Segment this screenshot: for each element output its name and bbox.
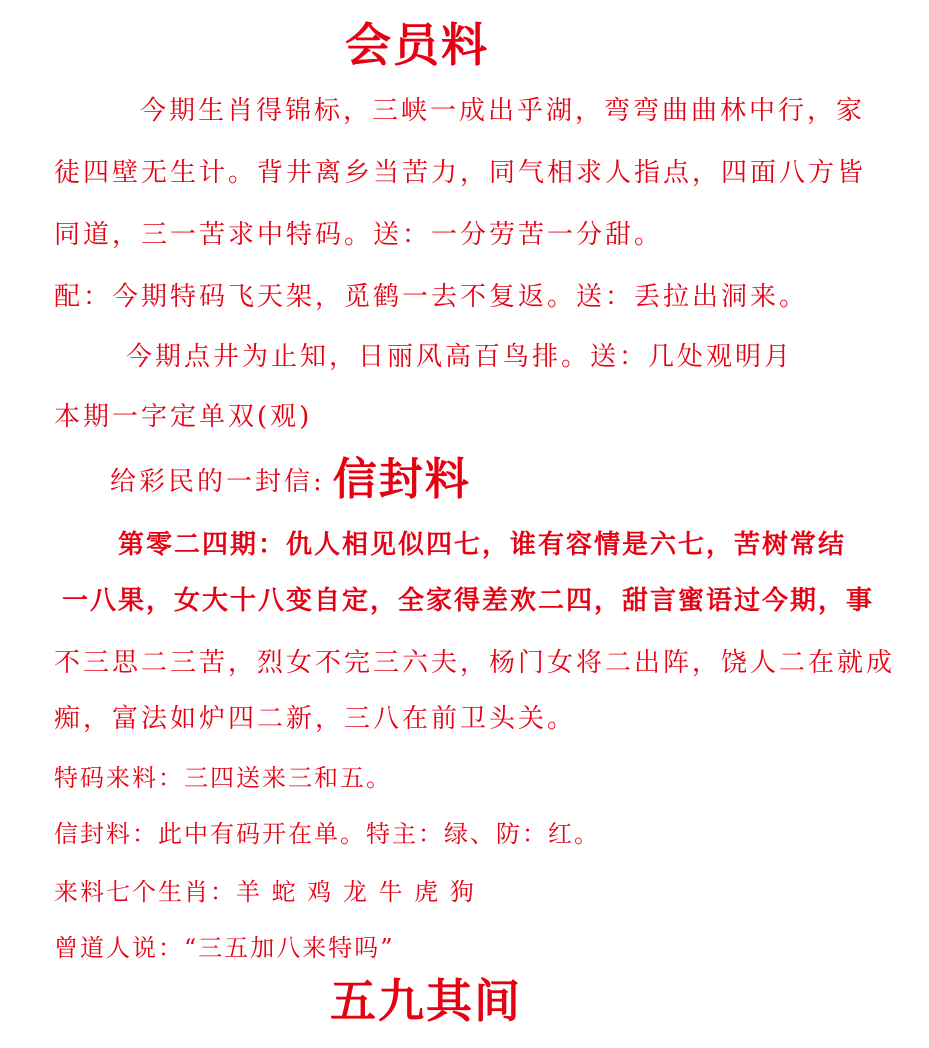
envelope-line: 信封料：此中有码开在单。特主：绿、防：红。 [54, 820, 600, 848]
member-paragraph-line-1: 今期生肖得锦标，三峡一成出乎湖，弯弯曲曲林中行，家 [140, 96, 866, 126]
zodiac-line: 来料七个生肖：羊 蛇 鸡 龙 牛 虎 狗 [54, 878, 476, 906]
letter-title: 信封料 [332, 454, 471, 505]
member-paragraph-line-3: 同道，三一苦求中特码。送：一分劳苦一分甜。 [54, 220, 664, 250]
issue-line-2: 一八果，女大十八变自定，全家得差欢二四，甜言蜜语过今期，事 [62, 586, 875, 616]
member-pairing-line: 配：今期特码飞天架，觅鹤一去不复返。送：丢拉出洞来。 [54, 282, 809, 312]
member-paragraph-line-2: 徒四壁无生计。背井离乡当苦力，同气相求人指点，四面八方皆 [54, 158, 867, 188]
member-hint-line: 今期点井为止知，日丽风高百鸟排。送：几处观明月 [126, 342, 794, 372]
letter-heading [110, 454, 471, 505]
issue-line-1: 第零二四期：仇人相见似四七，谁有容情是六七，苦树常结 [118, 530, 847, 560]
member-title: 会员料 [345, 18, 489, 72]
issue-line-3: 不三思二三苦，烈女不完三六夫，杨门女将二出阵，饶人二在就成 [54, 648, 896, 678]
quote-line: 曾道人说：“三五加八来特吗” [54, 934, 395, 962]
letter-intro: 给彩民的一封信: [110, 467, 325, 497]
special-code-line: 特码来料：三四送来三和五。 [54, 764, 392, 792]
issue-line-4: 痴，富法如炉四二新，三八在前卫头关。 [54, 704, 577, 734]
bottom-title: 五九其间 [330, 974, 522, 1028]
member-odd-even-line: 本期一字定单双(观) [54, 402, 313, 432]
